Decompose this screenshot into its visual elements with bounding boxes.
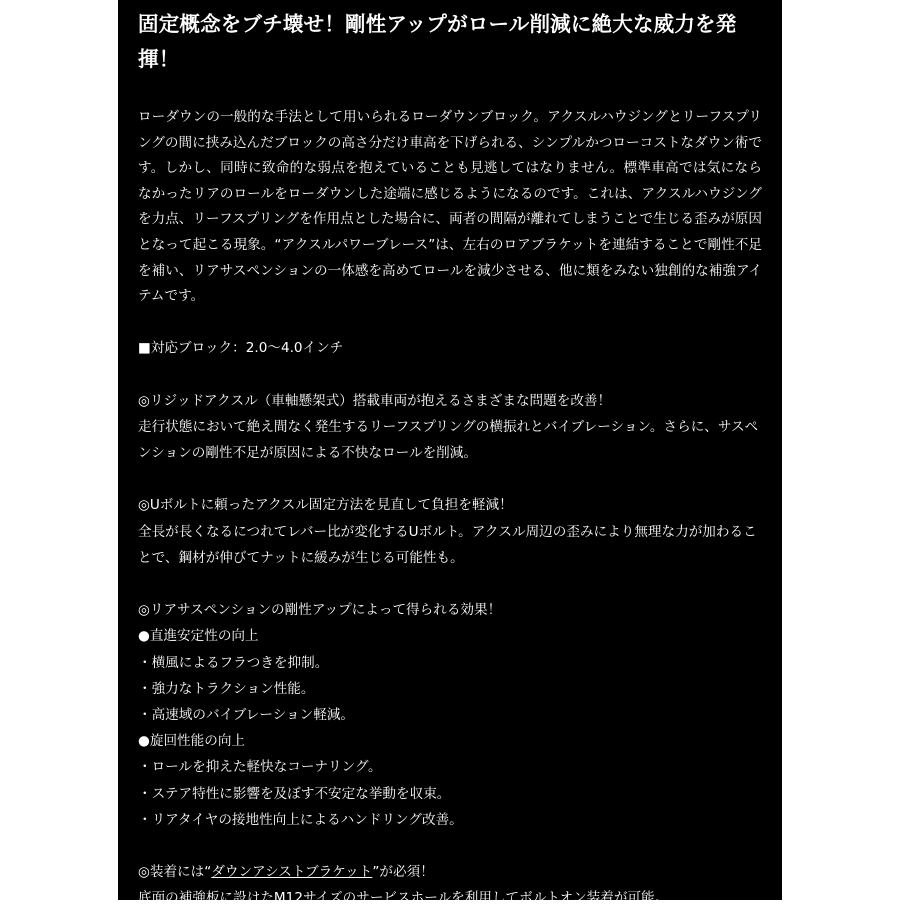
section4-body: 底面の補強板に設けたM12サイズのサービスホールを利用してボルトオン装着が可能。	[138, 890, 669, 907]
section4-heading-prefix: ◎装着には“	[138, 864, 212, 881]
group1-title: ●直進安定性の向上	[138, 628, 259, 645]
section1-heading: ◎リジッドアクスル（車軸懸架式）搭載車両が抱えるさまざまな問題を改善！	[138, 392, 612, 409]
compat-block-text: ■対応ブロック：2.0〜4.0インチ	[138, 340, 344, 357]
list-item: ・リアタイヤの接地性向上によるハンドリング改善。	[138, 811, 463, 828]
section3-heading: ◎リアサスペンションの剛性アップによって得られる効果！	[138, 602, 502, 619]
section4-heading	[138, 859, 762, 885]
list-item: ・ステア特性に影響を及ぼす不安定な挙動を収束。	[138, 785, 451, 802]
group2-title: ●旋回性能の向上	[138, 733, 246, 750]
product-description-panel	[118, 0, 782, 907]
page-title: 固定概念をブチ壊せ！剛性アップがロール削減に絶大な威力を発揮！	[138, 12, 737, 71]
down-assist-bracket-link[interactable]: ダウンアシストブラケット	[211, 864, 373, 881]
section1-body: 走行状態において絶え間なく発生するリーフスプリングの横振れとバイブレーション。さらに、サスペンションの剛性不足が原因による不快なロールを削減。	[138, 418, 759, 462]
list-item: ・強力なトラクション性能。	[138, 680, 315, 697]
content-blocks	[138, 335, 762, 911]
list-item: ・横風によるフラつきを抑制。	[138, 654, 329, 671]
section2-body: 全長が長くなるにつれてレバー比が変化するUボルト。アクスル周辺の歪みにより無理な力が加わることで、鋼材が伸びてナットに緩みが生じる可能性も。	[138, 523, 757, 566]
list-item: ・ロールを抑えた軽快なコーナリング。	[138, 759, 382, 776]
section2-heading: ◎Uボルトに頼ったアクスル固定方法を見直して負担を軽減！	[138, 497, 513, 514]
intro-paragraph: ローダウンの一般的な手法として用いられるローダウンブロック。アクスルハウジングとリーフスプリングの間に挟み込んだブロックの高さ分だけ車高を下げられる、シンプルかつローコストなダウン術です。しかし、同時に致命的な弱点を抱えていることも見逃してはなりません。標準車高では気にならなかったリアのロールをローダウンした途端に感じるようになるのです。これは、アクスルハウジングを力点、リーフスプリングを作用点とした場合に、両者の間隔が離れてしまうことで生じる歪みが原因となって起こる現象。“アクスルパワーブレース”は、左右のロアブラケットを連結することで剛性不足を補い、リアサスペンションの一体感を高めてロールを減少させる、他に類をみない独創的な補強アイテムです。	[138, 109, 762, 305]
section4-heading-suffix: ”が必須！	[372, 864, 434, 881]
list-item: ・高速域のバイブレーション軽減。	[138, 707, 355, 724]
